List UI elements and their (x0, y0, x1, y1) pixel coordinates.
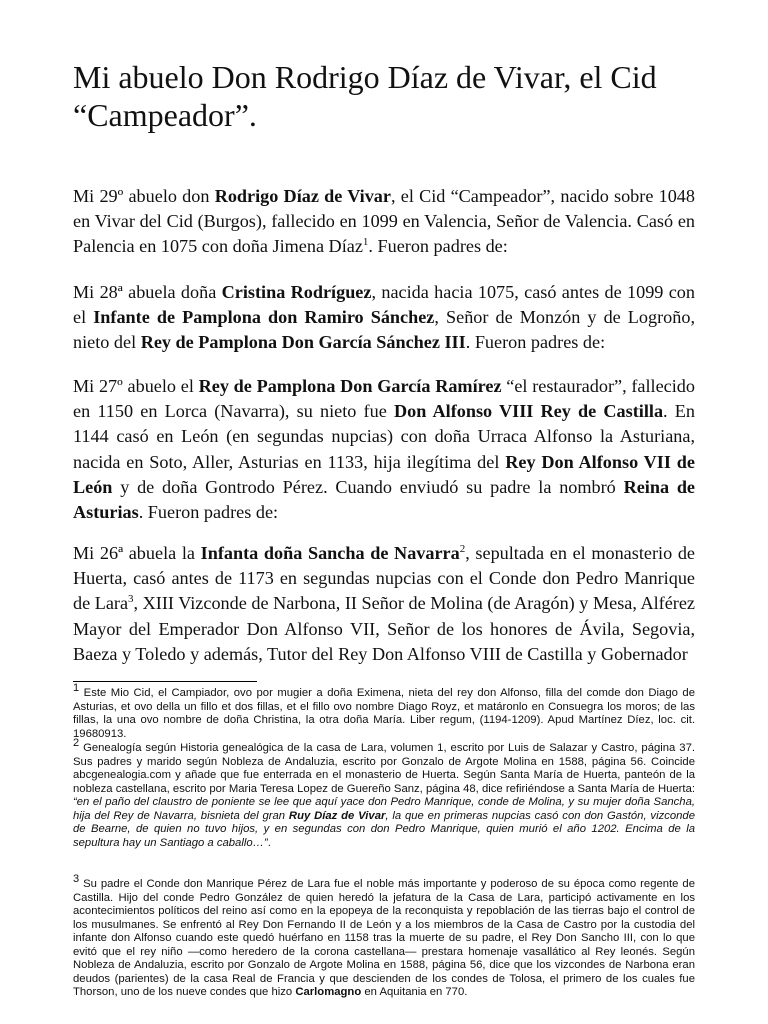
footnote-ref-1[interactable]: 1 (362, 236, 369, 249)
footnote-bold: Carlomagno (295, 986, 362, 998)
footnote-text: Este Mio Cid, el Campiador, ovo por mugier a doña Eximena, nieta del rey don Alfonso, filla del comde don Diago de Asturias, et ovo della un fillo et dos fillas, et el fillo ovo nombre Diago Royz, et matáronlo en Consuegra los moros; de las fillas, la una ovo nombre de doña Christina, la otra doña María. Liber regum, (1194-1209). Apud Martínez Díez, loc. cit. 19680913. (73, 687, 695, 740)
footnote-2 (73, 737, 696, 850)
footnote-text: en Aquitania en 770. (361, 986, 468, 998)
footnote-3 (73, 873, 695, 1000)
title-line-2: “Campeador”. (73, 97, 257, 133)
footnote-number: 3 (73, 873, 80, 886)
footnote-text: Genealogía según Historia genealógica de la casa de Lara, volumen 1, escrito por Luis de Salazar y Castro, página 37. Sus padres y marido según Nobleza de Andaluzia, escrito por Gonzalo de Argote Molina en 1588, página 56. Coincide abcgenealogia.com y añade que fue enterrada en el monasterio de Huerta. Según Santa María de Huerta, panteón de la nobleza castellana, escrito por Maria Teresa Lopez de Guereño Sanz, página 48, dice refiriéndose a Santa María de Huerta: (73, 742, 695, 795)
text-run: Mi 26ª abuela la (73, 543, 201, 563)
footnote-ref-2[interactable]: 2 (459, 542, 466, 555)
text-run: , Señor de Monzón y de Logroño, nieto del (73, 307, 695, 353)
bold-name: Infanta doña Sancha de Navarra (200, 543, 460, 563)
footnote-1 (73, 682, 695, 741)
bold-name: Cristina Rodríguez (221, 282, 372, 302)
text-run: Mi 28ª abuela doña (73, 282, 222, 302)
text-run: . Fueron padres de: (368, 236, 508, 257)
footnote-text: Su padre el Conde don Manrique Pérez de Lara fue el noble más importante y poderoso de su época como regente de Castilla. Hijo del conde Pedro González de quien heredó la jefatura de la Casa de Lara, participó activamente en los acontecimientos políticos del reino así como en la epopeya de la reconquista y repoblación de las tierras bajo el control de los musulmanes. Se enfrentó al Rey Don Fernando II de León y a los miembros de la Casa de Castro por la custodia del infante don Alfonso cuando este quedó huérfano en 1158 tras la muerte de su padre, el Rey Don Sancho III, con lo que evitó que el rey niño —como heredero de la corona castellana— prestara homenaje vasallático al Rey leonés. Según Nobleza de Andaluzia, escrito por Gonzalo de Argote Molina en 1588, página 56, dice que los vizcondes de Narbona eran deudos (parientes) de la casa Real de Francia y que descienden de los condes de Tolosa, el primero de los cuales fue Thorson, uno de los nueve condes que hizo (73, 878, 695, 998)
page-title (73, 58, 713, 134)
bold-name: Don Alfonso VIII Rey de Castilla (393, 401, 664, 422)
title-line-1: Mi abuelo Don Rodrigo Díaz de Vivar, el Cid (73, 59, 657, 95)
paragraph-27th-grandfather (73, 374, 695, 525)
bold-name: Rey de Pamplona Don García Ramírez (198, 376, 502, 396)
bold-name: Infante de Pamplona don Ramiro Sánchez (93, 307, 435, 328)
footnote-quote: , la que en primeras nupcias casó con don Gastón, vizconde de Bearne, de quien no tuvo hijos, y en segundas con don Pedro Manrique, quien murió el año 1202. Encima de la sepultura hay un Santiago a caballo…” (73, 809, 696, 849)
footnote-separator (73, 681, 257, 682)
paragraph-28th-grandmother (73, 280, 695, 356)
text-run: “el restaurador”, fallecido en 1150 en Lorca (Navarra), su nieto fue (73, 376, 695, 422)
bold-name: Rodrigo Díaz de Vivar (214, 186, 391, 206)
text-run: , el Cid “Campeador”, nacido sobre 1048 en Vivar del Cid (Burgos), fallecido en 1099 en Valencia, Señor de Valencia. Casó en Palencia en 1075 con doña Jimena Díaz (73, 186, 695, 257)
text-run: Mi 29º abuelo don (73, 186, 215, 206)
paragraph-29th-grandfather (73, 184, 695, 260)
footnote-quote-bold: Ruy Díaz de Vivar (288, 809, 386, 822)
footnote-number: 1 (73, 682, 80, 695)
bold-name: Rey Don Alfonso VII de León (73, 451, 695, 497)
text-run: y de doña Gontrodo Pérez. Cuando enviudó su padre la nombró (112, 476, 624, 497)
text-run: , XIII Vizconde de Narbona, II Señor de Molina (de Aragón) y Mesa, Alférez Mayor del Emperador Don Alfonso VII, Señor de los honores de Ávila, Segovia, Baeza y Toledo y además, Tutor del Rey Don Alfonso VIII de Castilla y Gobernador (73, 593, 695, 664)
bold-name: Rey de Pamplona Don García Sánchez III (140, 332, 466, 353)
text-run: . En 1144 casó en León (en segundas nupcias) con doña Urraca Alfonso la Asturiana, nacida en Soto, Aller, Asturias en 1133, hija ilegítima del (73, 401, 695, 472)
footnote-text: . (267, 836, 271, 849)
text-run: Mi 27º abuelo el (73, 376, 199, 396)
text-run: , sepultada en el monasterio de Huerta, casó antes de 1173 en segundas nupcias con el Conde don Pedro Manrique de Lara (73, 543, 695, 614)
footnote-number: 2 (73, 737, 80, 750)
footnote-ref-3[interactable]: 3 (128, 593, 134, 606)
text-run: . Fueron padres de: (465, 332, 606, 353)
footnote-quote: “en el paño del claustro de poniente se lee que aquí yace don Pedro Manrique, conde de Molina, y su mujer doña Sancha, hija del Rey de Navarra, bisnieta del gran (73, 796, 695, 822)
bold-name: Reina de Asturias (73, 476, 696, 523)
text-run: . Fueron padres de: (138, 502, 279, 523)
paragraph-26th-grandmother (73, 541, 695, 667)
text-run: , nacida hacia 1075, casó antes de 1099 con el (73, 282, 695, 328)
